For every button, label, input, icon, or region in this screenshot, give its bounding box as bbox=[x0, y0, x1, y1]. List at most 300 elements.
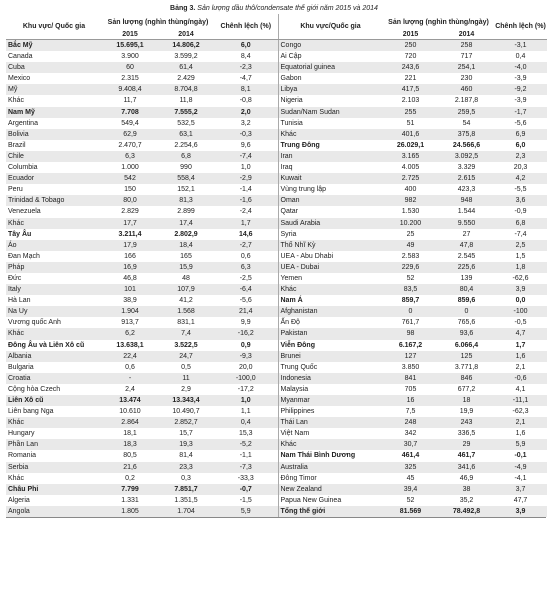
region-cell: Liên bang Nga bbox=[8, 408, 54, 416]
value-2014-cell: 341,6 bbox=[439, 462, 495, 473]
value-2014-cell: 81,4 bbox=[179, 452, 193, 460]
value-2014-cell: 38 bbox=[439, 484, 495, 495]
table-row bbox=[6, 273, 278, 284]
diff-cell: -2,3 bbox=[214, 62, 278, 73]
value-2015-cell: 16 bbox=[383, 395, 439, 406]
diff-cell: -4,1 bbox=[514, 474, 527, 482]
value-2014-cell: 2.545 bbox=[457, 252, 476, 260]
value-2014-cell: 6.066,4 bbox=[454, 341, 479, 349]
diff-cell: -4,7 bbox=[239, 75, 252, 83]
region-cell: Mexico bbox=[8, 75, 31, 83]
table-row bbox=[279, 284, 547, 295]
value-2014-cell: 63,1 bbox=[158, 129, 214, 140]
value-2014-cell: 125 bbox=[439, 351, 495, 362]
table-row bbox=[279, 95, 547, 106]
diff-cell: 0,6 bbox=[240, 252, 251, 260]
diff-cell: 20,3 bbox=[513, 164, 528, 172]
value-2015-cell: 3.165 bbox=[383, 151, 439, 162]
value-2014-cell: 19,9 bbox=[459, 408, 474, 416]
table-row bbox=[279, 395, 547, 406]
table-row bbox=[279, 62, 547, 73]
value-2015-cell: 1.331 bbox=[121, 496, 139, 504]
region-cell: Tổng thế giới bbox=[279, 506, 383, 517]
value-2014-cell: 2,9 bbox=[181, 385, 191, 393]
region-cell: Bắc Mỹ bbox=[6, 40, 102, 52]
table-row bbox=[6, 439, 278, 450]
diff-cell: -62,6 bbox=[512, 274, 529, 282]
diff-cell: -2,4 bbox=[239, 208, 252, 216]
value-2014-cell: 243 bbox=[439, 417, 495, 428]
diff-cell: 5,9 bbox=[214, 506, 278, 517]
region-cell: Mỹ bbox=[6, 84, 102, 95]
table-row bbox=[279, 40, 547, 52]
region-cell: Tunisia bbox=[280, 119, 303, 127]
value-2014-cell: 8.704,8 bbox=[158, 84, 214, 95]
region-cell: Malaysia bbox=[280, 385, 309, 393]
value-2015-cell: 2,4 bbox=[125, 385, 135, 393]
region-cell: Algeria bbox=[8, 496, 30, 504]
value-2015-cell: 3.211,4 bbox=[118, 230, 142, 238]
value-2014-cell: 254,1 bbox=[439, 62, 495, 73]
region-cell: Hungary bbox=[8, 430, 35, 438]
diff-cell: 3,9 bbox=[495, 284, 547, 295]
value-2014-cell: 46,9 bbox=[459, 474, 474, 482]
table-row bbox=[279, 495, 547, 506]
diff-cell: -0,9 bbox=[514, 208, 527, 216]
table-left bbox=[6, 14, 279, 517]
caption-label: Bảng 3. bbox=[170, 5, 196, 12]
value-2015-cell: 2.725 bbox=[383, 173, 439, 184]
value-2014-cell: 990 bbox=[180, 164, 192, 172]
region-cell: Afghanistan bbox=[279, 306, 383, 317]
region-cell: Khác bbox=[279, 284, 383, 295]
value-2015-cell: 2.470,7 bbox=[118, 141, 142, 149]
diff-cell: -7,3 bbox=[214, 462, 278, 473]
region-cell: Congo bbox=[279, 40, 383, 52]
table-row bbox=[6, 417, 278, 428]
value-2014-cell: 1.704 bbox=[158, 506, 214, 517]
diff-cell: -11,1 bbox=[495, 395, 547, 406]
region-cell: Iran bbox=[279, 151, 383, 162]
value-2014-cell: 2.254,6 bbox=[174, 141, 198, 149]
value-2015-cell: 80,0 bbox=[102, 195, 158, 206]
table-row bbox=[6, 428, 278, 439]
value-2015-cell: 11,7 bbox=[123, 97, 137, 105]
value-2014-cell: 765,6 bbox=[457, 319, 476, 327]
value-2015-cell: 80,5 bbox=[123, 452, 137, 460]
region-cell: Ấn Độ bbox=[280, 319, 300, 327]
value-2014-cell: 14.806,2 bbox=[158, 40, 214, 52]
table-row bbox=[6, 129, 278, 140]
value-2015-cell: 10.610 bbox=[119, 408, 141, 416]
diff-cell: -1,6 bbox=[214, 195, 278, 206]
header-output: Sản lượng (nghìn thùng/ngày) bbox=[102, 14, 214, 30]
region-cell: Đức bbox=[8, 274, 22, 282]
value-2015-cell: 22,4 bbox=[102, 351, 158, 362]
production-table bbox=[6, 14, 546, 518]
table-row bbox=[6, 395, 278, 406]
value-2015-cell: 127 bbox=[383, 351, 439, 362]
value-2014-cell: 0,3 bbox=[181, 474, 191, 482]
value-2015-cell: 2.103 bbox=[401, 97, 420, 105]
value-2015-cell: 38,9 bbox=[123, 297, 137, 305]
diff-cell: -33,3 bbox=[237, 474, 254, 482]
diff-cell: -0,7 bbox=[214, 484, 278, 495]
table-row bbox=[279, 462, 547, 473]
value-2014-cell: 375,8 bbox=[439, 129, 495, 140]
value-2014-cell: 2.187,8 bbox=[454, 97, 479, 105]
value-2015-cell: 461,4 bbox=[401, 452, 420, 460]
header-diff: Chênh lệch (%) bbox=[495, 14, 547, 40]
diff-cell: 20,0 bbox=[238, 363, 253, 371]
region-cell: Peru bbox=[8, 186, 23, 194]
table-row bbox=[279, 473, 547, 484]
value-2014-cell: 460 bbox=[439, 84, 495, 95]
diff-cell: 6,8 bbox=[495, 218, 547, 229]
value-2014-cell: 2.615 bbox=[439, 173, 495, 184]
diff-cell: 4,2 bbox=[495, 173, 547, 184]
value-2015-cell: 51 bbox=[406, 119, 415, 127]
diff-cell: 1,6 bbox=[515, 430, 526, 438]
diff-cell: -1,1 bbox=[239, 452, 252, 460]
table-row bbox=[279, 206, 547, 217]
region-cell: Papua New Guinea bbox=[280, 496, 342, 504]
value-2015-cell: 248 bbox=[383, 417, 439, 428]
header-output: Sản lượng (nghìn thùng/ngày) bbox=[383, 14, 495, 30]
table-row bbox=[6, 462, 278, 473]
value-2014-cell: 93,6 bbox=[439, 328, 495, 339]
diff-cell: 1,0 bbox=[214, 395, 278, 406]
value-2014-cell: 29 bbox=[439, 439, 495, 450]
header-row bbox=[279, 14, 547, 30]
region-cell: Khác bbox=[8, 97, 24, 105]
region-cell: Qatar bbox=[280, 208, 299, 216]
diff-cell: 8,4 bbox=[240, 53, 251, 61]
table-row bbox=[279, 118, 547, 129]
diff-cell: 2,1 bbox=[495, 417, 547, 428]
diff-cell: 47,7 bbox=[513, 496, 528, 504]
region-cell: Khác bbox=[279, 439, 383, 450]
table-row bbox=[6, 295, 278, 306]
table-row bbox=[279, 184, 547, 195]
table-row bbox=[6, 173, 278, 184]
value-2015-cell: 25 bbox=[406, 230, 415, 238]
diff-cell: 6,3 bbox=[214, 262, 278, 273]
diff-cell: 14,6 bbox=[238, 230, 253, 238]
value-2014-cell: 230 bbox=[460, 75, 473, 83]
region-cell: Hà Lan bbox=[8, 297, 31, 305]
diff-cell: 21,4 bbox=[214, 306, 278, 317]
value-2015-cell: 98 bbox=[383, 328, 439, 339]
region-cell: Cộng hòa Czech bbox=[8, 385, 61, 393]
diff-cell: -1,5 bbox=[239, 496, 252, 504]
diff-cell: 1,0 bbox=[240, 164, 251, 172]
diff-cell: 1,7 bbox=[515, 341, 526, 349]
value-2015-cell: 243,6 bbox=[383, 62, 439, 73]
value-2014-cell: 677,2 bbox=[457, 385, 476, 393]
table-row bbox=[279, 218, 547, 229]
region-cell: Thái Lan bbox=[279, 417, 383, 428]
value-2014-cell: 948 bbox=[439, 195, 495, 206]
table-row bbox=[279, 162, 547, 173]
table-row bbox=[279, 295, 547, 306]
value-2014-cell: 859,6 bbox=[457, 297, 476, 305]
header-2015: 2015 bbox=[383, 30, 439, 40]
diff-cell: 6,0 bbox=[214, 40, 278, 52]
region-cell: Croatia bbox=[6, 373, 102, 384]
value-2014-cell: 80,4 bbox=[439, 284, 495, 295]
value-2014-cell: 1.568 bbox=[158, 306, 214, 317]
diff-cell: -0,1 bbox=[514, 452, 527, 460]
diff-cell: -100,0 bbox=[214, 373, 278, 384]
diff-cell: -9,2 bbox=[495, 84, 547, 95]
diff-cell: 2,1 bbox=[515, 363, 526, 371]
region-cell: Na Uy bbox=[6, 306, 102, 317]
table-row bbox=[6, 84, 278, 95]
value-2014-cell: 81,3 bbox=[158, 195, 214, 206]
value-2015-cell: 1.904 bbox=[102, 306, 158, 317]
table-row bbox=[279, 362, 547, 373]
region-cell: Kuwait bbox=[279, 173, 383, 184]
table-row bbox=[6, 351, 278, 362]
value-2015-cell: 17,7 bbox=[102, 218, 158, 229]
value-2015-cell: 150 bbox=[124, 186, 136, 194]
value-2014-cell: 19,3 bbox=[158, 439, 214, 450]
value-2014-cell: 54 bbox=[462, 119, 471, 127]
value-2015-cell: 21,6 bbox=[102, 462, 158, 473]
table-row bbox=[6, 162, 278, 173]
value-2014-cell: 7.555,2 bbox=[158, 107, 214, 118]
value-2015-cell: 761,7 bbox=[401, 319, 420, 327]
table-row bbox=[279, 406, 547, 417]
region-cell: Iraq bbox=[280, 164, 293, 172]
value-2014-cell: 7.851,7 bbox=[158, 484, 214, 495]
value-2014-cell: 532,5 bbox=[177, 119, 195, 127]
table-caption bbox=[0, 0, 548, 14]
value-2015-cell: 1.530 bbox=[401, 208, 420, 216]
table-row bbox=[279, 273, 547, 284]
value-2015-cell: 255 bbox=[383, 107, 439, 118]
value-2014-cell: 2.429 bbox=[177, 75, 195, 83]
region-cell: Ai Cập bbox=[280, 53, 302, 61]
value-2015-cell: 13.474 bbox=[102, 395, 158, 406]
table-row bbox=[6, 306, 278, 317]
diff-cell: -17,2 bbox=[237, 385, 254, 393]
region-cell: Áo bbox=[6, 240, 102, 251]
value-2015-cell: 549,4 bbox=[121, 119, 139, 127]
region-cell: Canada bbox=[8, 53, 33, 61]
value-2014-cell: 107,9 bbox=[158, 284, 214, 295]
value-2014-cell: 35,2 bbox=[459, 496, 474, 504]
region-cell: Nam Á bbox=[280, 297, 303, 305]
value-2015-cell: 720 bbox=[404, 53, 417, 61]
region-cell: Pakistan bbox=[279, 328, 383, 339]
table-row bbox=[6, 340, 278, 351]
region-cell: Yemen bbox=[280, 274, 303, 282]
value-2015-cell: 1.805 bbox=[102, 506, 158, 517]
value-2014-cell: 152,1 bbox=[177, 186, 195, 194]
region-cell: Columbia bbox=[8, 164, 38, 172]
table-row bbox=[279, 73, 547, 84]
value-2015-cell: 7,5 bbox=[405, 408, 416, 416]
value-2015-cell: 229,6 bbox=[383, 262, 439, 273]
value-2015-cell: 342 bbox=[404, 430, 417, 438]
value-2015-cell: 2.583 bbox=[401, 252, 420, 260]
diff-cell: 4,1 bbox=[515, 385, 526, 393]
region-cell: Việt Nam bbox=[280, 430, 310, 438]
region-cell: Phần Lan bbox=[6, 439, 102, 450]
table-row bbox=[279, 306, 547, 317]
value-2015-cell: 101 bbox=[102, 284, 158, 295]
diff-cell: -3,1 bbox=[495, 40, 547, 52]
value-2015-cell: 859,7 bbox=[401, 297, 420, 305]
value-2015-cell: 2.864 bbox=[102, 417, 158, 428]
value-2015-cell: 13.638,1 bbox=[116, 341, 144, 349]
value-2014-cell: 18 bbox=[439, 395, 495, 406]
table-row bbox=[6, 62, 278, 73]
value-2015-cell: 26.029,1 bbox=[396, 141, 425, 149]
value-2014-cell: 23,3 bbox=[158, 462, 214, 473]
table-row bbox=[6, 73, 278, 84]
region-cell: Pháp bbox=[6, 262, 102, 273]
value-2014-cell: 15,9 bbox=[158, 262, 214, 273]
diff-cell: -0,3 bbox=[214, 129, 278, 140]
value-2014-cell: 3.522,5 bbox=[174, 341, 198, 349]
region-cell: Bolivia bbox=[6, 129, 102, 140]
diff-cell: -0,6 bbox=[495, 373, 547, 384]
diff-cell: -4,0 bbox=[495, 62, 547, 73]
diff-cell: 9,9 bbox=[240, 319, 251, 327]
value-2015-cell: 7.708 bbox=[102, 107, 158, 118]
diff-cell: 1,1 bbox=[240, 408, 251, 416]
value-2015-cell: 2.315 bbox=[121, 75, 139, 83]
value-2015-cell: 166 bbox=[124, 252, 136, 260]
region-cell: Brazil bbox=[8, 141, 26, 149]
value-2015-cell: 17,9 bbox=[102, 240, 158, 251]
value-2014-cell: 11 bbox=[158, 373, 214, 384]
region-cell: Libya bbox=[279, 84, 383, 95]
header-region: Khu vực/Quốc gia bbox=[279, 14, 383, 40]
diff-cell: -0,8 bbox=[239, 97, 252, 105]
header-row bbox=[6, 14, 278, 30]
value-2015-cell: 49 bbox=[383, 240, 439, 251]
table-row bbox=[279, 373, 547, 384]
value-2015-cell: 83,5 bbox=[383, 284, 439, 295]
value-2014-cell: 846 bbox=[439, 373, 495, 384]
table-row bbox=[6, 406, 278, 417]
region-cell: New Zealand bbox=[279, 484, 383, 495]
region-cell: Saudi Arabia bbox=[279, 218, 383, 229]
value-2014-cell: 9.550 bbox=[439, 218, 495, 229]
table-row bbox=[279, 262, 547, 273]
diff-cell: 0,4 bbox=[515, 53, 526, 61]
table-row bbox=[6, 473, 278, 484]
diff-cell: 9,6 bbox=[240, 141, 251, 149]
diff-cell: -6,4 bbox=[214, 284, 278, 295]
value-2014-cell: 48 bbox=[182, 274, 190, 282]
region-cell: Equatorial guinea bbox=[279, 62, 383, 73]
diff-cell: -3,9 bbox=[514, 97, 527, 105]
header-region: Khu vực/ Quốc gia bbox=[6, 14, 102, 40]
value-2015-cell: - bbox=[102, 373, 158, 384]
table-row bbox=[6, 484, 278, 495]
value-2014-cell: 558,4 bbox=[158, 173, 214, 184]
table-row bbox=[6, 240, 278, 251]
value-2014-cell: 1.544 bbox=[457, 208, 476, 216]
value-2015-cell: 3.900 bbox=[121, 53, 139, 61]
value-2014-cell: 11,8 bbox=[179, 97, 193, 105]
region-cell: Ecuador bbox=[6, 173, 102, 184]
diff-cell: -1,7 bbox=[495, 107, 547, 118]
value-2015-cell: 0,2 bbox=[125, 474, 135, 482]
region-cell: Serbia bbox=[6, 462, 102, 473]
region-cell: Khác bbox=[6, 417, 102, 428]
diff-cell: 0,4 bbox=[214, 417, 278, 428]
table-row bbox=[6, 328, 278, 339]
value-2014-cell: 7,4 bbox=[158, 328, 214, 339]
value-2015-cell: 81.569 bbox=[383, 506, 439, 517]
value-2014-cell: 258 bbox=[439, 40, 495, 52]
region-cell: Thổ Nhĩ Kỳ bbox=[279, 240, 383, 251]
value-2015-cell: 18,3 bbox=[102, 439, 158, 450]
region-cell: Trinidad & Tobago bbox=[6, 195, 102, 206]
value-2015-cell: 62,9 bbox=[102, 129, 158, 140]
value-2014-cell: 10.490,7 bbox=[172, 408, 200, 416]
value-2015-cell: 401,6 bbox=[383, 129, 439, 140]
table-row bbox=[6, 495, 278, 506]
value-2015-cell: 30,7 bbox=[383, 439, 439, 450]
diff-cell: -0,5 bbox=[514, 319, 527, 327]
value-2014-cell: 3.329 bbox=[457, 164, 476, 172]
value-2014-cell: 423,3 bbox=[457, 186, 476, 194]
table-row bbox=[279, 417, 547, 428]
table-row bbox=[279, 129, 547, 140]
table-row bbox=[6, 151, 278, 162]
value-2014-cell: 259,5 bbox=[439, 107, 495, 118]
value-2014-cell: 13.343,4 bbox=[158, 395, 214, 406]
table-row bbox=[6, 251, 278, 262]
value-2014-cell: 1.351,5 bbox=[174, 496, 198, 504]
table-row bbox=[6, 229, 278, 240]
region-cell: Vùng trung lập bbox=[280, 186, 327, 194]
table-row bbox=[6, 118, 278, 129]
table-row bbox=[279, 450, 547, 461]
region-cell: Italy bbox=[6, 284, 102, 295]
table-row bbox=[279, 439, 547, 450]
diff-cell: 2,3 bbox=[495, 151, 547, 162]
region-cell: Indonesia bbox=[279, 373, 383, 384]
diff-cell: 3,2 bbox=[240, 119, 251, 127]
region-cell: Trung Đông bbox=[280, 141, 320, 149]
diff-cell: 4,7 bbox=[495, 328, 547, 339]
diff-cell: 6,9 bbox=[495, 129, 547, 140]
diff-cell: -5,2 bbox=[214, 439, 278, 450]
region-cell: Argentina bbox=[8, 119, 38, 127]
value-2014-cell: 2.852,7 bbox=[158, 417, 214, 428]
diff-cell: -2,5 bbox=[239, 274, 252, 282]
table-row bbox=[6, 284, 278, 295]
value-2014-cell: 27 bbox=[462, 230, 471, 238]
diff-cell: 6,0 bbox=[515, 141, 526, 149]
table-right bbox=[279, 14, 547, 517]
region-cell: Brunei bbox=[279, 351, 383, 362]
value-2015-cell: 60 bbox=[102, 62, 158, 73]
value-2015-cell: 250 bbox=[383, 40, 439, 52]
region-cell: Vương quốc Anh bbox=[8, 319, 61, 327]
region-cell: Châu Phi bbox=[6, 484, 102, 495]
diff-cell: 2,5 bbox=[495, 240, 547, 251]
table-row bbox=[279, 229, 547, 240]
